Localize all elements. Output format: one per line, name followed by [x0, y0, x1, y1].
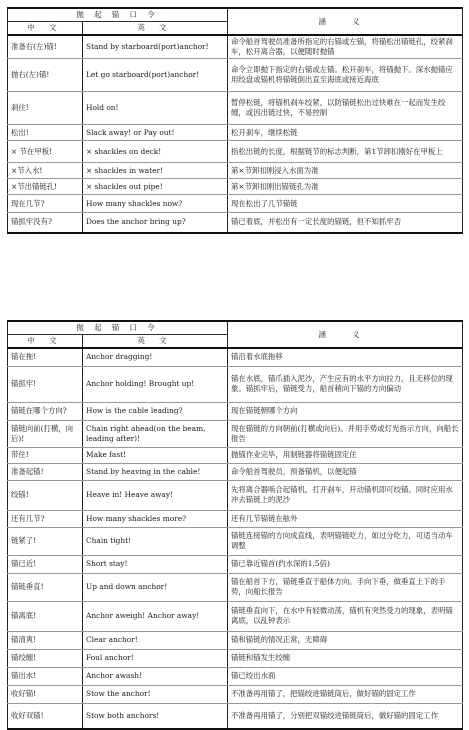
cell-english: Up and down anchor! — [83, 573, 228, 601]
table-row — [8, 463, 463, 480]
table-row — [8, 402, 463, 420]
table-body — [8, 348, 463, 729]
cell-meaning: 不准备再用锚了，分别把双锚绞进锚链筒后，做好锚的固定工作 — [228, 703, 463, 729]
cell-english: Chain tight! — [83, 527, 228, 555]
cell-meaning: 第×节卸扣刚浸入水面为准 — [228, 163, 463, 179]
table-row — [8, 667, 463, 685]
table-row — [8, 447, 463, 463]
cell-chinese: ×节入水! — [8, 163, 83, 179]
cell-chinese: 锚绞缠! — [8, 649, 83, 667]
cell-meaning: 锚和锚链的情况正常，无障碍 — [228, 631, 463, 649]
cell-english: × shackles on deck! — [83, 141, 228, 163]
cell-meaning: 命令立即抛下指定的右锚或左锚。松开刹车，将锚抛下。深水抛锚应用绞盘或锚机将锚链倒出直至海底或接近海底 — [228, 59, 463, 92]
cell-english: How many shackles now? — [83, 195, 228, 213]
table-row — [8, 555, 463, 573]
cell-meaning: 现在锚链的方向朝前(打横或向后)。并用手势或灯光指示方向，向船长报告 — [228, 420, 463, 447]
table-row — [8, 631, 463, 649]
table-body — [8, 35, 463, 233]
table-row — [8, 179, 463, 195]
cell-meaning: 锚在船首下方，锚链垂直于船体方向。手向下垂，做垂直上下的手势，向船长报告 — [228, 573, 463, 601]
cell-english: Hold on! — [83, 92, 228, 125]
cell-meaning: 锚链和锚发生绞缠 — [228, 649, 463, 667]
cell-chinese: 准备起锚! — [8, 463, 83, 480]
table-row — [8, 163, 463, 179]
cell-english: × shackles in water! — [83, 163, 228, 179]
cell-english: Anchor awash! — [83, 667, 228, 685]
cell-english: Short stay! — [83, 555, 228, 573]
cell-chinese: 松出! — [8, 125, 83, 141]
cell-meaning: 第×节卸扣刚出锚链孔为准 — [228, 179, 463, 195]
anchor-commands-table-1 — [7, 7, 463, 234]
cell-english: Make fast! — [83, 447, 228, 463]
table-row — [8, 420, 463, 447]
group-header: 抛 起 锚 口 令 — [8, 321, 228, 335]
cell-english: Foul anchor! — [83, 649, 228, 667]
cell-english: Stand by starboard(port)anchor! — [83, 35, 228, 59]
table-row — [8, 527, 463, 555]
cell-meaning: 锚已绞出水面 — [228, 667, 463, 685]
cell-meaning: 锚沿着水底拖移 — [228, 348, 463, 366]
cell-english: Heave in! Heave away! — [83, 480, 228, 510]
cell-chinese: 锚清爽! — [8, 631, 83, 649]
table-row — [8, 348, 463, 366]
table-row — [8, 195, 463, 213]
column-header-chinese: 中 文 — [8, 22, 83, 36]
cell-meaning: 现在松出了几节锚链 — [228, 195, 463, 213]
table-row — [8, 685, 463, 703]
cell-meaning: 锚链垂直向下，在水中有轻微动荡，锚机有突然受力的现象，表明锚离底，以乱钟表示 — [228, 601, 463, 631]
cell-english: Clear anchor! — [83, 631, 228, 649]
cell-meaning: 现在锚链朝哪个方向 — [228, 402, 463, 420]
group-header: 抛 起 锚 口 令 — [8, 8, 228, 22]
cell-meaning: 锚在水底，锚爪插入泥沙，产生应有的水平方向拉力，且无移位的现象。锚抓牢后，锚链受力，船首稍向下锚的方向偏动 — [228, 366, 463, 402]
cell-chinese: 刹住! — [8, 92, 83, 125]
cell-english: Slack away! or Pay out! — [83, 125, 228, 141]
table-row — [8, 510, 463, 527]
cell-english: Stand by heaving in the cable! — [83, 463, 228, 480]
cell-english: How is the cable leading? — [83, 402, 228, 420]
cell-meaning: 不准备再用锚了，把锚绞进锚链筒后，做好锚的固定工作 — [228, 685, 463, 703]
table-row — [8, 480, 463, 510]
cell-english: Anchor dragging! — [83, 348, 228, 366]
table-row — [8, 125, 463, 141]
column-header-chinese: 中 文 — [8, 335, 83, 349]
column-header-english: 英 文 — [83, 22, 228, 36]
cell-meaning: 锚已着底，并松出有一定长度的锚链，但不知抓牢否 — [228, 213, 463, 233]
cell-chinese: 锚链垂直! — [8, 573, 83, 601]
table-row — [8, 649, 463, 667]
cell-meaning: 松开刹车，继续松链 — [228, 125, 463, 141]
cell-chinese: 带住! — [8, 447, 83, 463]
cell-chinese: 还有几节? — [8, 510, 83, 527]
cell-chinese: 收好双锚! — [8, 703, 83, 729]
cell-english: Stow the anchor! — [83, 685, 228, 703]
cell-chinese: 绞锚! — [8, 480, 83, 510]
cell-meaning: 抛锚作业完毕，用制链器将锚链固定住 — [228, 447, 463, 463]
column-header-meaning: 涵 义 — [228, 8, 463, 35]
cell-chinese: 锚链向前(打横，向后)! — [8, 420, 83, 447]
cell-english: Anchor holding! Brought up! — [83, 366, 228, 402]
cell-chinese: 锚抓牢没有? — [8, 213, 83, 233]
cell-chinese: ×节出锚链孔! — [8, 179, 83, 195]
cell-meaning: 指松出链的长度，根据链节的标志判断，第1节卸扣刚好在甲板上 — [228, 141, 463, 163]
cell-meaning: 还有几节锚链在舷外 — [228, 510, 463, 527]
column-header-meaning: 涵 义 — [228, 321, 463, 348]
column-header-english: 英 文 — [83, 335, 228, 349]
table-row — [8, 703, 463, 729]
table-row — [8, 213, 463, 233]
anchor-commands-table-2 — [7, 320, 463, 730]
cell-english: Anchor aweigh! Anchor away! — [83, 601, 228, 631]
cell-english: Does the anchor bring up? — [83, 213, 228, 233]
cell-chinese: 锚抓牢! — [8, 366, 83, 402]
cell-meaning: 锚链连接锚的方向成直线，表明锚链吃力，如过分吃力，可适当动车调整 — [228, 527, 463, 555]
cell-meaning: 命令船首驾驶员准备所指定的右锚或左锚，将锚松出锚链孔，绞紧刹车，松开离合器，以便随时抛锚 — [228, 35, 463, 59]
table-row — [8, 92, 463, 125]
table-row — [8, 573, 463, 601]
cell-chinese: 锚已近! — [8, 555, 83, 573]
cell-chinese: 收好锚! — [8, 685, 83, 703]
cell-meaning: 命令船首驾驶员，预备锚机，以便起锚 — [228, 463, 463, 480]
cell-english: Let go starboard(port)anchor! — [83, 59, 228, 92]
cell-english: Stow both anchors! — [83, 703, 228, 729]
cell-english: × shackles out pipe! — [83, 179, 228, 195]
cell-english: Chain right ahead(on the beam, leading after)! — [83, 420, 228, 447]
cell-chinese: 锚出水! — [8, 667, 83, 685]
cell-chinese: 锚链在哪个方向? — [8, 402, 83, 420]
cell-chinese: 锚在拖! — [8, 348, 83, 366]
cell-chinese: 准备右(左)锚! — [8, 35, 83, 59]
cell-meaning: 先将离合器啮合起锚机，打开刹车，开动锚机即可绞锚。同时应用水冲去锚链上的泥沙 — [228, 480, 463, 510]
cell-chinese: × 节在甲板! — [8, 141, 83, 163]
cell-meaning: 锚已靠近锚首(约水深的1.5倍) — [228, 555, 463, 573]
cell-english: How many shackles more? — [83, 510, 228, 527]
cell-chinese: 现在几节? — [8, 195, 83, 213]
table-row — [8, 35, 463, 59]
cell-chinese: 抛右(左)锚! — [8, 59, 83, 92]
cell-meaning: 暂停松链，将锚机刹车绞紧，以防锚链松出过快难在一起而发生绞缠，或因出链过快，不易控制 — [228, 92, 463, 125]
table-row — [8, 601, 463, 631]
table-row — [8, 141, 463, 163]
table-row — [8, 59, 463, 92]
table-row — [8, 366, 463, 402]
cell-chinese: 锚离底! — [8, 601, 83, 631]
cell-chinese: 链紧了! — [8, 527, 83, 555]
